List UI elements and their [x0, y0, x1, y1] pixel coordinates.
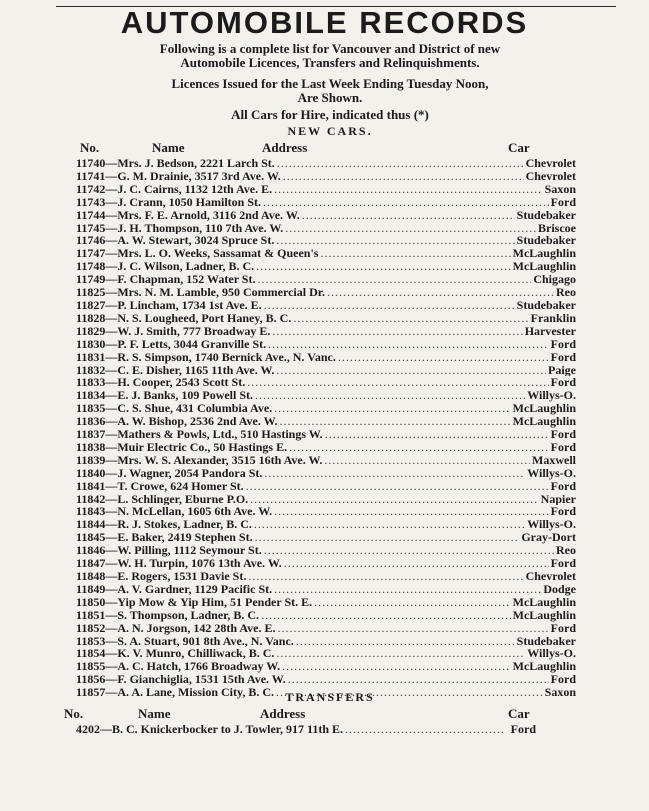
licence-entry	[76, 660, 576, 673]
licence-entry-car: Willys-O.	[527, 518, 576, 532]
licence-entry-text: 11749—F. Chapman, 152 Water St.	[76, 273, 256, 287]
licence-entry-text: 11836—A. W. Bishop, 2536 2nd Ave. W.	[76, 415, 278, 429]
dot-leader	[276, 234, 514, 247]
licence-entry-car: Chevrolet	[525, 169, 576, 183]
licence-entry	[76, 622, 576, 635]
licence-entry-text: 11825—Mrs. N. M. Lamble, 950 Commercial Dr.	[76, 286, 325, 299]
dot-leader	[256, 260, 510, 273]
transfer-entry	[76, 722, 536, 736]
licence-entry-car: Studebaker	[516, 208, 576, 222]
licence-entry-car: Willys-O.	[527, 389, 576, 403]
licence-entry	[76, 518, 576, 531]
licence-entry-car: Franklin	[530, 311, 576, 325]
licence-entry	[76, 260, 576, 273]
licence-entry-car: Reo	[556, 544, 576, 558]
licence-entry	[76, 351, 576, 364]
licence-entry-car: Willys-O.	[527, 647, 576, 661]
licence-entry-text: 11844—R. J. Stokes, Ladner, B. C.	[76, 518, 252, 532]
licence-entry	[76, 531, 576, 544]
dot-leader	[327, 286, 554, 299]
issued-note	[40, 77, 620, 105]
licence-entry-text: 11834—E. J. Banks, 109 Powell St.	[76, 389, 254, 403]
column-no: No.	[80, 140, 100, 155]
column-name: Name	[152, 140, 185, 155]
dot-leader	[276, 647, 525, 660]
licence-entry-text: 11848—E. Rogers, 1531 Davie St.	[76, 570, 247, 583]
licence-entry	[76, 325, 576, 338]
licence-entry-car: Dodge	[543, 582, 576, 596]
licence-entry	[76, 209, 576, 222]
dot-leader	[254, 518, 525, 531]
intro-paragraph	[40, 42, 620, 70]
licence-entry	[76, 338, 576, 351]
licence-entry-text: 11838—Muir Electric Co., 50 Hastings E.	[76, 440, 288, 454]
dot-leader	[248, 570, 523, 583]
dot-leader	[257, 273, 531, 286]
licence-entry	[76, 570, 576, 583]
dot-leader	[261, 609, 511, 622]
licence-entry	[76, 480, 576, 493]
dot-leader	[255, 531, 520, 544]
licence-entry-car: Ford	[550, 440, 576, 454]
transfer-entry-text: 4202—B. C. Knickerbocker to J. Towler, 917 11th E.	[76, 722, 344, 736]
licence-entry	[76, 467, 576, 480]
licence-entry-car: Studebaker	[516, 234, 576, 248]
licence-entry-text: 11831—R. S. Simpson, 1740 Bernick Ave., N. Vanc.	[76, 350, 336, 364]
dot-leader	[314, 596, 511, 609]
licence-entry-car: Gray-Dort	[521, 531, 576, 545]
dot-leader	[250, 493, 539, 506]
dot-leader	[277, 622, 548, 635]
licence-entry-car: Saxon	[544, 686, 576, 700]
column-name: Name	[138, 706, 171, 721]
licence-entry-car: McLaughlin	[512, 247, 576, 261]
licence-entry-car: Ford	[550, 621, 576, 635]
dot-leader	[282, 660, 511, 673]
licence-entry	[76, 505, 576, 518]
licence-entry-text: 11843—N. McLellan, 1605 6th Ave. W.	[76, 505, 273, 519]
licence-entry-text: 11855—A. C. Hatch, 1766 Broadway W.	[76, 660, 281, 674]
licence-entry-car: Ford	[550, 673, 576, 687]
column-no: No.	[64, 706, 84, 721]
licence-entry-text: 11743—J. Crann, 1050 Hamilton St.	[76, 195, 262, 209]
licence-entry-text: 11837—Mathers & Powls, Ltd., 510 Hastings W.	[76, 428, 323, 441]
licence-entry-car: Harvester	[524, 324, 576, 338]
dot-leader	[302, 209, 515, 222]
licence-entry-text: 11846—W. Pilling, 1112 Seymour St.	[76, 544, 262, 558]
licence-entry-car: Chevrolet	[525, 570, 576, 583]
licence-entry	[76, 273, 576, 286]
dot-leader	[289, 441, 549, 454]
dot-leader	[280, 415, 511, 428]
transfers-column-header	[0, 706, 649, 721]
licence-entry-text: 11748—J. C. Wilson, Ladner, B. C.	[76, 260, 255, 274]
licence-entry	[76, 376, 576, 389]
licence-entry-car: Ford	[550, 376, 576, 390]
licence-entry-text: 11741—G. M. Drainie, 3517 3rd Ave. W.	[76, 169, 281, 183]
licence-entry-car: McLaughlin	[512, 660, 576, 674]
dot-leader	[247, 376, 548, 389]
column-address: Address	[262, 140, 308, 155]
licence-entry-text: 11839—Mrs. W. S. Alexander, 3515 16th Ave. W.	[76, 453, 323, 467]
licence-entry-text: 11742—J. C. Cairns, 1132 12th Ave. E.	[76, 182, 273, 196]
licence-entry	[76, 544, 576, 557]
licence-entry-car: McLaughlin	[512, 595, 576, 609]
dot-leader	[293, 312, 528, 325]
licence-entry-text: 11857—A. A. Lane, Mission City, B. C.	[76, 686, 275, 700]
licence-entry-text: 11841—T. Crowe, 624 Homer St.	[76, 479, 244, 493]
licence-entry	[76, 557, 576, 570]
licence-entry	[76, 170, 576, 183]
licence-entry-car: Chevrolet	[525, 157, 576, 170]
dot-leader	[345, 722, 509, 736]
licence-entry	[76, 673, 576, 686]
dot-leader	[268, 338, 549, 351]
licence-entry	[76, 157, 576, 170]
licence-entry-text: 11833—H. Cooper, 2543 Scott St.	[76, 376, 246, 390]
licence-entry-text: 11744—Mrs. F. E. Arnold, 3116 2nd Ave. W.	[76, 208, 300, 222]
column-address: Address	[260, 706, 306, 721]
licence-entry-text: 11740—Mrs. J. Bedson, 2221 Larch St.	[76, 157, 275, 170]
dot-leader	[264, 544, 554, 557]
licence-entry	[76, 234, 576, 247]
dot-leader	[320, 247, 510, 260]
dot-leader	[325, 428, 549, 441]
licence-entry-text: 11845—E. Baker, 2419 Stephen St.	[76, 531, 253, 545]
licence-entry-car: McLaughlin	[512, 415, 576, 429]
dot-leader	[338, 351, 549, 364]
licence-entry-text: 11849—A. V. Gardner, 1129 Pacific St.	[76, 582, 273, 596]
licence-entry	[76, 493, 576, 506]
licence-entry-text: 11827—P. Lincham, 1734 1st Ave. E.	[76, 298, 262, 312]
licence-entry-car: McLaughlin	[512, 402, 576, 416]
intro-line: Automobile Licences, Transfers and Relinquishments.	[180, 55, 480, 70]
licence-entry	[76, 312, 576, 325]
licence-entry	[76, 196, 576, 209]
dot-leader	[276, 364, 546, 377]
licence-entry-car: Paige	[548, 363, 576, 377]
licence-entry-car: Ford	[550, 337, 576, 351]
dot-leader	[274, 505, 549, 518]
intro-line: Following is a complete list for Vancouver and District of new	[159, 41, 501, 56]
licence-entry-text: 11835—C. S. Shue, 431 Columbia Ave.	[76, 402, 273, 416]
issued-line: Licences Issued for the Last Week Ending Tuesday Noon,	[171, 76, 489, 91]
transfer-entry-car: Ford	[510, 722, 536, 736]
licence-entry-text: 11851—S. Thompson, Ladner, B. C.	[76, 608, 260, 622]
dot-leader	[264, 299, 515, 312]
licence-entry-car: McLaughlin	[512, 608, 576, 622]
licence-entry	[76, 583, 576, 596]
licence-entry-car: Chigago	[533, 273, 576, 287]
licence-entry-car: Ford	[550, 557, 576, 570]
dot-leader	[274, 583, 541, 596]
licence-entry	[76, 454, 576, 467]
licence-entry-text: 11856—F. Gianchiglia, 1531 15th Ave. W.	[76, 673, 286, 687]
issued-line: Are Shown.	[297, 90, 363, 105]
licence-entry	[76, 441, 576, 454]
licence-entry	[76, 183, 576, 196]
banner-title: AUTOMOBILE RECORDS	[120, 5, 529, 40]
licence-entry-text: 11745—J. H. Thompson, 110 7th Ave. W.	[76, 221, 284, 235]
licence-entry-text: 11829—W. J. Smith, 777 Broadway E.	[76, 324, 271, 338]
licence-entry-text: 11832—C. E. Disher, 1165 11th Ave. W.	[76, 363, 275, 377]
dot-leader	[274, 402, 510, 415]
licence-entry-car: Ford	[550, 428, 576, 441]
licence-entry-car: Briscoe	[538, 221, 576, 235]
licence-entry	[76, 286, 576, 299]
licence-entry-car: Ford	[550, 195, 576, 209]
new-cars-column-header	[0, 140, 649, 155]
column-car: Car	[508, 140, 530, 155]
licence-entry	[76, 596, 576, 609]
licence-entry	[76, 389, 576, 402]
new-cars-list	[76, 157, 576, 699]
licence-entry-car: McLaughlin	[512, 260, 576, 274]
licence-entry-car: Napier	[540, 492, 576, 506]
dot-leader	[296, 635, 515, 648]
new-cars-title: NEW CARS.	[287, 124, 373, 138]
licence-entry-car: Studebaker	[516, 298, 576, 312]
licence-entry-car: Studebaker	[516, 634, 576, 648]
dot-leader	[324, 454, 530, 467]
column-car: Car	[508, 706, 530, 721]
hire-note: All Cars for Hire, indicated thus (*)	[231, 107, 429, 122]
dot-leader	[272, 325, 522, 338]
licence-entry-car: Willys-O.	[527, 466, 576, 480]
dot-leader	[285, 222, 536, 235]
dot-leader	[288, 673, 549, 686]
dot-leader	[274, 183, 543, 196]
dot-leader	[283, 170, 524, 183]
dot-leader	[284, 557, 549, 570]
transfers-title: TRANSFERS	[285, 690, 375, 704]
licence-entry-text: 11854—K. V. Munro, Chilliwack, B. C.	[76, 647, 275, 661]
dot-leader	[246, 480, 549, 493]
licence-entry-text: 11850—Yip Mow & Yip Him, 51 Pender St. E.	[76, 595, 313, 609]
dot-leader	[277, 157, 524, 170]
licence-entry-text: 11840—J. Wagner, 2054 Pandora St.	[76, 466, 263, 480]
licence-entry-car: Ford	[550, 479, 576, 493]
licence-entry-text: 11830—P. F. Letts, 3044 Granville St.	[76, 337, 267, 351]
dot-leader	[264, 467, 525, 480]
licence-entry	[76, 222, 576, 235]
licence-entry-car: Ford	[550, 505, 576, 519]
licence-entry	[76, 247, 576, 260]
licence-entry-text: 11842—L. Schlinger, Eburne P.O.	[76, 492, 249, 506]
licence-entry-text: 11746—A. W. Stewart, 3024 Spruce St.	[76, 234, 275, 248]
licence-entry	[76, 364, 576, 377]
licence-entry	[76, 635, 576, 648]
licence-entry-car: Reo	[556, 286, 576, 299]
licence-entry-text: 11847—W. H. Turpin, 1076 13th Ave. W.	[76, 557, 282, 570]
licence-entry-car: Ford	[550, 350, 576, 364]
licence-entry-text: 11828—N. S. Lougheed, Port Haney, B. C.	[76, 311, 292, 325]
licence-entry-car: Saxon	[544, 182, 576, 196]
licence-entry	[76, 402, 576, 415]
licence-entry	[76, 609, 576, 622]
dot-leader	[255, 389, 525, 402]
licence-entry-text: 11852—A. N. Jorgson, 142 28th Ave. E.	[76, 621, 276, 635]
licence-entry-car: Maxwell	[532, 453, 576, 467]
licence-entry	[76, 428, 576, 441]
licence-entry	[76, 299, 576, 312]
licence-entry	[76, 415, 576, 428]
licence-entry	[76, 647, 576, 660]
licence-entry-text: 11853—S. A. Stuart, 901 8th Ave., N. Vanc.	[76, 634, 294, 648]
licence-entry-text: 11747—Mrs. L. O. Weeks, Sassamat & Queen's	[76, 247, 319, 261]
dot-leader	[263, 196, 549, 209]
